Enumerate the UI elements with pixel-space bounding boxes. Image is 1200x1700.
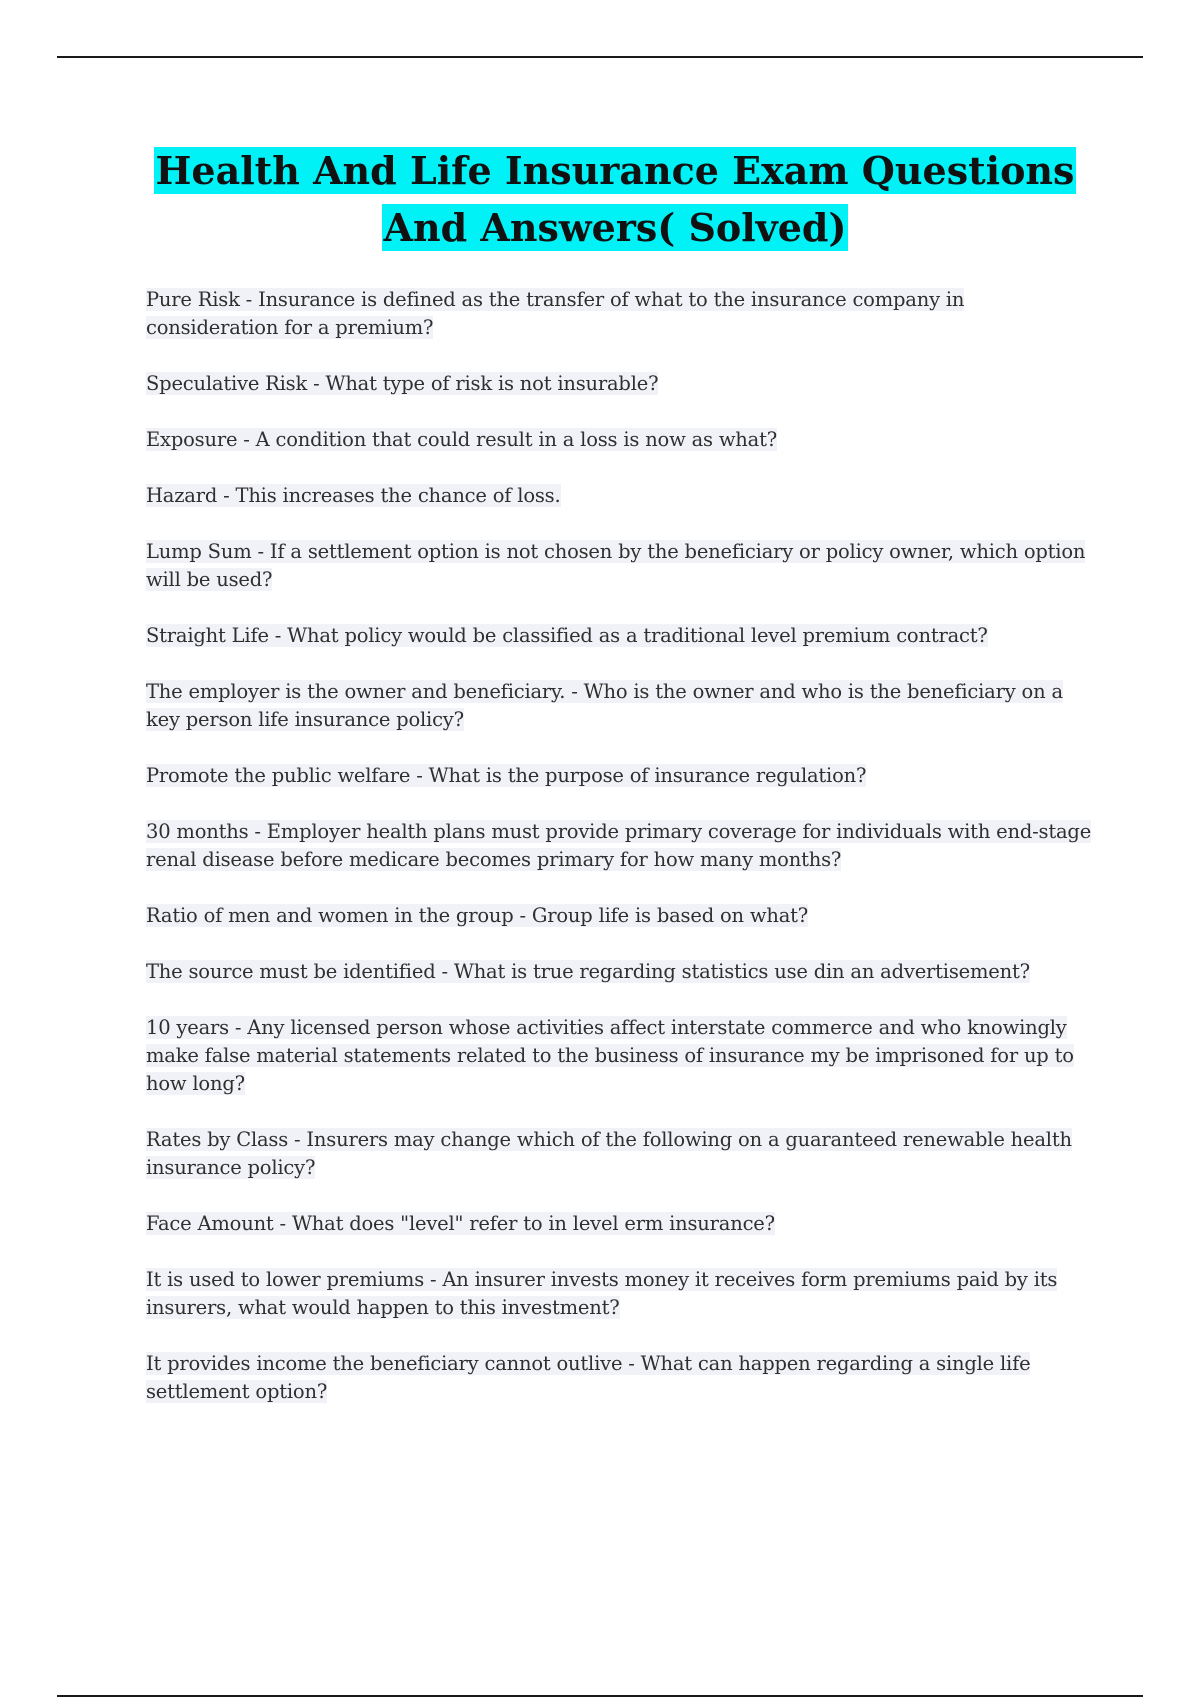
qa-item-4 xyxy=(146,482,1098,510)
qa-item-3 xyxy=(146,426,1098,454)
qa-item-8 xyxy=(146,762,1098,790)
qa-text: Speculative Risk - What type of risk is not insurable? xyxy=(146,372,659,395)
document-title xyxy=(140,142,1090,256)
title-highlight: Health And Life Insurance Exam Questions And Answers( Solved) xyxy=(155,148,1075,250)
qa-text: Hazard - This increases the chance of loss. xyxy=(146,484,561,507)
qa-text: Rates by Class - Insurers may change which of the following on a guaranteed renewable health insurance policy? xyxy=(146,1128,1072,1179)
qa-item-16 xyxy=(146,1350,1098,1406)
qa-text: It is used to lower premiums - An insurer invests money it receives form premiums paid by its insurers, what would happen to this investment? xyxy=(146,1268,1058,1319)
qa-item-13 xyxy=(146,1126,1098,1182)
qa-list xyxy=(146,286,1098,1434)
qa-text: Straight Life - What policy would be classified as a traditional level premium contract? xyxy=(146,624,988,647)
qa-item-9 xyxy=(146,818,1098,874)
qa-text: Promote the public welfare - What is the purpose of insurance regulation? xyxy=(146,764,867,787)
bottom-divider xyxy=(57,1695,1143,1697)
qa-item-5 xyxy=(146,538,1098,594)
qa-text: Exposure - A condition that could result in a loss is now as what? xyxy=(146,428,777,451)
qa-text: It provides income the beneficiary cannot outlive - What can happen regarding a single life settlement option? xyxy=(146,1352,1031,1403)
qa-text: Ratio of men and women in the group - Group life is based on what? xyxy=(146,904,809,927)
qa-item-2 xyxy=(146,370,1098,398)
qa-text: The source must be identified - What is true regarding statistics use din an advertisement? xyxy=(146,960,1030,983)
qa-text: 30 months - Employer health plans must provide primary coverage for individuals with end-stage renal disease before medicare becomes primary for how many months? xyxy=(146,820,1092,871)
qa-item-14 xyxy=(146,1210,1098,1238)
qa-text: Pure Risk - Insurance is defined as the transfer of what to the insurance company in consideration for a premium? xyxy=(146,288,965,339)
qa-text: Face Amount - What does "level" refer to in level erm insurance? xyxy=(146,1212,775,1235)
qa-item-1 xyxy=(146,286,1098,342)
qa-item-10 xyxy=(146,902,1098,930)
qa-text: Lump Sum - If a settlement option is not chosen by the beneficiary or policy owner, which option will be used? xyxy=(146,540,1086,591)
qa-item-12 xyxy=(146,1014,1098,1098)
qa-item-15 xyxy=(146,1266,1098,1322)
qa-item-6 xyxy=(146,622,1098,650)
qa-item-7 xyxy=(146,678,1098,734)
qa-item-11 xyxy=(146,958,1098,986)
qa-text: The employer is the owner and beneficiary. - Who is the owner and who is the beneficiary on a key person life insurance policy? xyxy=(146,680,1063,731)
qa-text: 10 years - Any licensed person whose activities affect interstate commerce and who knowingly make false material statements related to the business of insurance my be imprisoned for up to how long? xyxy=(146,1016,1074,1095)
top-divider xyxy=(57,56,1143,58)
